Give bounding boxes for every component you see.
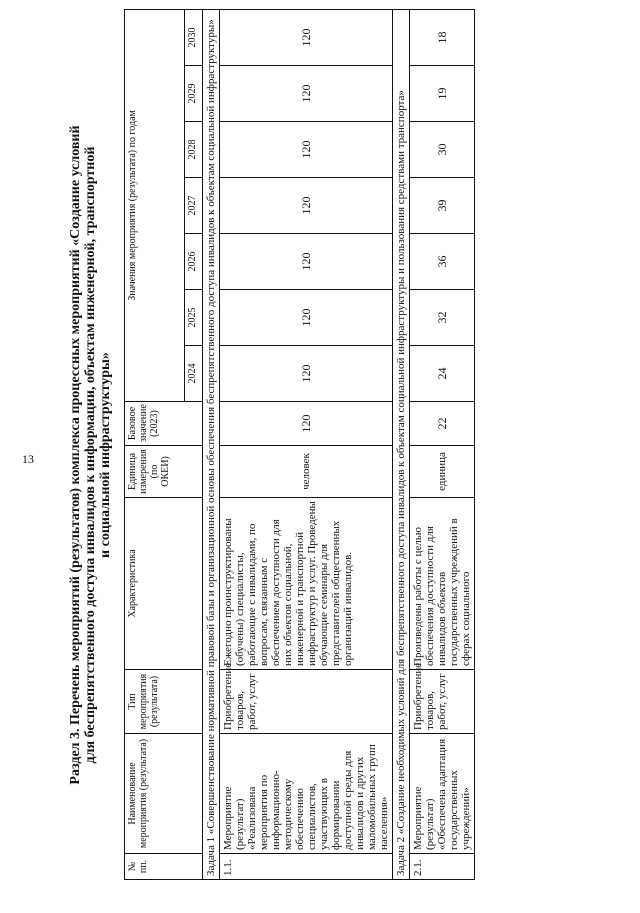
row-base: 120 xyxy=(220,402,393,446)
row-value: 120 xyxy=(220,122,393,178)
row-unit: человек xyxy=(220,446,393,498)
landscape-content xyxy=(68,10,628,900)
header-year: 2025 xyxy=(185,290,203,346)
table-row xyxy=(220,9,393,879)
header-year: 2026 xyxy=(185,234,203,290)
rotated-page xyxy=(68,10,628,900)
row-characteristic: Произведены работы с целью обеспечения доступности для инвалидов объектов государственных учреждений в сферах социального xyxy=(410,498,475,670)
page-number: 13 xyxy=(22,452,34,466)
row-value: 39 xyxy=(410,178,475,234)
task-row xyxy=(203,9,220,879)
measures-table xyxy=(124,9,475,880)
section-title xyxy=(68,10,113,900)
row-value: 120 xyxy=(220,9,393,65)
row-num: 2.1. xyxy=(410,854,475,880)
header-unit: Единица измерения (по ОКЕИ) xyxy=(125,446,203,498)
row-characteristic: Ежегодно проинструктированы (обучены) специалисты, работающие с инвалидами, по вопросам, связанным с обеспечением доступности для них объектов социальной, инженерной и транспортной инфраструктур и услуг. Проведены обучающие семинары для представителей общественных организаций инвалидов. xyxy=(220,498,393,670)
row-value: 120 xyxy=(220,234,393,290)
title-line: Раздел 3. Перечень мероприятий (результатов) комплекса процессных мероприятий «Создание условий xyxy=(68,125,83,785)
row-value: 18 xyxy=(410,9,475,65)
row-value: 36 xyxy=(410,234,475,290)
header-type: Тип мероприятия (результата) xyxy=(125,670,203,734)
row-value: 32 xyxy=(410,290,475,346)
title-line: для беспрепятственного доступа инвалидов к информации, объектам инженерной, транспортной xyxy=(83,146,98,764)
header-year: 2029 xyxy=(185,66,203,122)
header-year: 2028 xyxy=(185,122,203,178)
title-line: и социальной инфраструктуры» xyxy=(98,352,113,558)
row-value: 19 xyxy=(410,66,475,122)
row-type: Приобретение товаров, работ, услуг xyxy=(220,670,393,734)
row-value: 120 xyxy=(220,66,393,122)
header-num: № пп. xyxy=(125,854,203,880)
header-characteristic: Характеристика xyxy=(125,498,203,670)
row-value: 24 xyxy=(410,346,475,402)
header-values-by-year: Значения мероприятия (результата) по годам xyxy=(125,9,185,401)
row-num: 1.1. xyxy=(220,854,393,880)
header-year: 2030 xyxy=(185,9,203,65)
row-value: 30 xyxy=(410,122,475,178)
table-row xyxy=(410,9,475,879)
row-value: 120 xyxy=(220,346,393,402)
task-title: Задача 2 «Создание необходимых условий для беспрепятственного доступа инвалидов к объектам социальной инфраструктуры и пользования средствами транспорта» xyxy=(393,9,410,879)
row-type: Приобретение товаров, работ, услуг xyxy=(410,670,475,734)
row-unit: единица xyxy=(410,446,475,498)
row-name: Мероприятие (результат) «Обеспечена адаптация государственных учреждений» xyxy=(410,734,475,854)
row-base: 22 xyxy=(410,402,475,446)
header-name: Наименование мероприятия (результата) xyxy=(125,734,203,854)
row-value: 120 xyxy=(220,178,393,234)
row-name: Мероприятие (результат) «Реализована мероприятия по информационно-методическому обеспечению специалистов, участвующих в формировании доступной среды для инвалидов и других маломобильных групп населения» xyxy=(220,734,393,854)
header-year: 2024 xyxy=(185,346,203,402)
task-title: Задача 1 «Совершенствование нормативной правовой базы и организационной основы обеспечения беспрепятственного доступа инвалидов к объектам социальной инфраструктуры» xyxy=(203,9,220,879)
task-row xyxy=(393,9,410,879)
header-year: 2027 xyxy=(185,178,203,234)
row-value: 120 xyxy=(220,290,393,346)
header-base: Базовое значение (2023) xyxy=(125,402,203,446)
